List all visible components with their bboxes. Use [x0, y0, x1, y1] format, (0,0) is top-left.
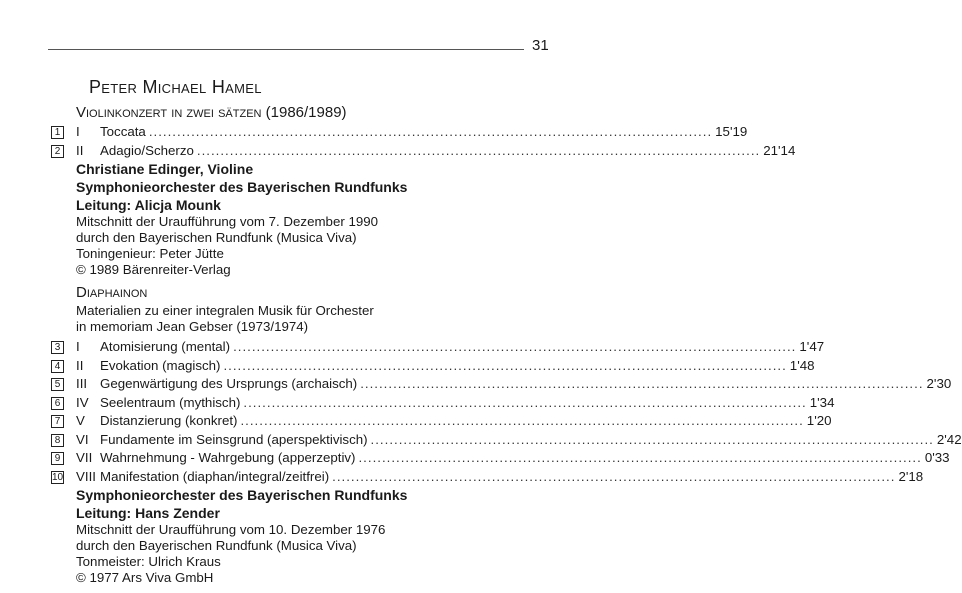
track-number-box: 7 — [51, 415, 64, 428]
work1-conductor: Leitung: Alicja Mounk — [76, 197, 221, 213]
track-duration: 21'14 — [763, 142, 796, 158]
track-title: Atomisierung (mental) — [100, 339, 231, 354]
work2-section — [52, 283, 962, 586]
track-row — [54, 431, 962, 450]
work2-note2: durch den Bayerischen Rundfunk (Musica Viva) — [76, 538, 357, 553]
movement-numeral: VII — [76, 450, 93, 465]
track-duration: 2'18 — [898, 468, 924, 484]
track-duration: 2'42 — [936, 431, 962, 447]
movement-numeral: II — [76, 142, 84, 158]
dot-leader: ........................................................................................................................ — [243, 394, 807, 410]
track-number-box: 3 — [51, 341, 64, 354]
track-duration: 1'47 — [799, 339, 825, 354]
work1-orchestra: Symphonieorchester des Bayerischen Rundfunks — [76, 179, 408, 195]
dot-leader: ........................................................................................................................ — [196, 142, 761, 158]
track-number-box: 5 — [51, 378, 64, 391]
composer-name: Peter Michael Hamel — [89, 77, 262, 97]
track-title: Evokation (magisch) — [100, 357, 221, 373]
dot-leader: ........................................................................................................................ — [370, 431, 934, 447]
track-row — [54, 449, 950, 468]
work1-copyright: © 1989 Bärenreiter-Verlag — [76, 262, 231, 277]
work2-title: Diaphainon — [76, 284, 148, 301]
dot-leader: ........................................................................................................................ — [240, 413, 804, 428]
track-row — [54, 357, 815, 376]
track-row — [54, 142, 796, 161]
movement-numeral: VI — [76, 431, 89, 447]
dot-leader: ........................................................................................................................ — [223, 357, 787, 373]
track-title: Seelentraum (mythisch) — [100, 394, 241, 410]
track-row — [54, 123, 748, 142]
dot-leader: ........................................................................................................................ — [148, 124, 713, 139]
work1-track-list — [54, 123, 796, 160]
work1-note1: Mitschnitt der Uraufführung vom 7. Dezember 1990 — [76, 214, 379, 229]
track-duration: 1'20 — [806, 413, 832, 428]
track-title: Toccata — [100, 124, 146, 139]
track-duration: 15'19 — [715, 124, 748, 139]
track-number-box: 10 — [52, 471, 64, 483]
work2-track-list — [52, 338, 962, 486]
track-number-box: 9 — [51, 452, 64, 465]
movement-numeral: II — [76, 357, 84, 373]
work2-engineer: Tonmeister: Ulrich Kraus — [76, 554, 221, 569]
movement-numeral: VIII — [76, 468, 96, 484]
movement-numeral: I — [76, 124, 80, 139]
movement-numeral: IV — [76, 394, 89, 410]
dot-leader: ........................................................................................................................ — [332, 468, 896, 484]
movement-numeral: I — [76, 339, 80, 354]
track-row — [54, 394, 835, 413]
track-row — [54, 375, 952, 394]
track-title: Wahrnehmung - Wahrgebung (apperzeptiv) — [100, 450, 356, 465]
work1-title: Violinkonzert in zwei sätzen (1986/1989) — [76, 104, 347, 121]
work2-copyright: © 1977 Ars Viva GmbH — [76, 570, 214, 585]
work2-conductor: Leitung: Hans Zender — [76, 505, 220, 521]
track-duration: 0'33 — [924, 450, 950, 465]
movement-numeral: V — [76, 413, 85, 428]
track-title: Fundamente im Seinsgrund (aperspektivisch) — [100, 431, 368, 447]
track-number-box: 2 — [51, 145, 64, 158]
track-title: Adagio/Scherzo — [100, 142, 194, 158]
dot-leader: ........................................................................................................................ — [358, 450, 922, 465]
work1-section — [54, 103, 796, 278]
track-number-box: 4 — [51, 360, 64, 373]
dot-leader: ........................................................................................................................ — [360, 376, 924, 391]
track-title: Manifestation (diaphan/integral/zeitfrei) — [100, 468, 330, 484]
work2-subtitle2: in memoriam Jean Gebser (1973/1974) — [76, 319, 309, 334]
track-number-box: 8 — [51, 434, 64, 447]
track-row — [54, 338, 825, 357]
track-duration: 2'30 — [926, 376, 952, 391]
header-rule — [48, 49, 524, 50]
track-number-box: 6 — [51, 397, 64, 410]
work2-note1: Mitschnitt der Uraufführung vom 10. Dezember 1976 — [76, 522, 386, 537]
work1-engineer: Toningenieur: Peter Jütte — [76, 246, 224, 261]
track-title: Distanzierung (konkret) — [100, 413, 238, 428]
work2-subtitle1: Materialien zu einer integralen Musik für Orchester — [76, 303, 374, 318]
track-row — [54, 412, 832, 431]
work1-soloist: Christiane Edinger, Violine — [76, 161, 254, 177]
track-duration: 1'48 — [789, 357, 815, 373]
dot-leader: ........................................................................................................................ — [233, 339, 797, 354]
page-number: 31 — [532, 37, 549, 54]
movement-numeral: III — [76, 376, 88, 391]
work2-orchestra: Symphonieorchester des Bayerischen Rundfunks — [76, 487, 408, 503]
track-number-box: 1 — [51, 126, 64, 139]
track-title: Gegenwärtigung des Ursprungs (archaisch) — [100, 376, 358, 391]
track-row — [52, 468, 924, 487]
work1-note2: durch den Bayerischen Rundfunk (Musica Viva) — [76, 230, 357, 245]
track-duration: 1'34 — [809, 394, 835, 410]
